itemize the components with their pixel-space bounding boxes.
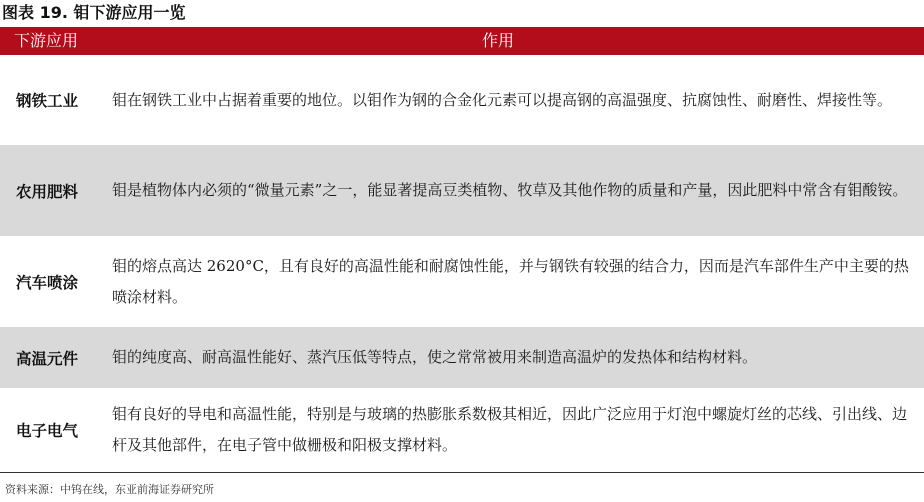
table-header — [0, 27, 924, 55]
table-row — [0, 388, 924, 472]
row-content: 钼在钢铁工业中占据着重要的地位。以钼作为钢的合金化元素可以提高钢的高温强度、抗腐蚀性、耐磨性、焊接性等。 — [112, 90, 893, 109]
source-note: 资料来源：中钨在线，东亚前海证券研究所 — [5, 483, 214, 496]
header-function: 作用 — [481, 31, 514, 50]
table-body — [0, 55, 924, 472]
figure-title: 图表 19. 钼下游应用一览 — [2, 3, 186, 22]
row-content: 钼是植物体内必须的“微量元素”之一，能显著提高豆类植物、牧草及其他作物的质量和产量，因此肥料中常含有钼酸铵。 — [112, 181, 908, 199]
header-downstream-application: 下游应用 — [14, 31, 79, 50]
row-content: 钼的熔点高达 2620°C，且有良好的高温性能和耐腐蚀性能，并与钢铁有较强的结合力，因而是汽车部件生产中主要的热喷涂材料。 — [112, 256, 909, 306]
footer — [0, 472, 924, 502]
row-label: 钢铁工业 — [16, 92, 79, 110]
row-label: 电子电气 — [16, 422, 79, 440]
row-label: 汽车喷涂 — [16, 273, 79, 292]
table-row — [0, 236, 924, 327]
row-content: 钼有良好的导电和高温性能，特别是与玻璃的热膨胀系数极其相近，因此广泛应用于灯泡中螺旋灯丝的芯线、引出线、边杆及其他部件，在电子管中做栅极和阳极支撑材料。 — [112, 405, 908, 454]
row-content: 钼的纯度高、耐高温性能好、蒸汽压低等特点，使之常常被用来制造高温炉的发热体和结构材料。 — [112, 348, 758, 366]
table-row — [0, 327, 924, 388]
table-row — [0, 55, 924, 145]
row-label: 高温元件 — [16, 349, 79, 368]
table-row — [0, 145, 924, 236]
row-label: 农用肥料 — [16, 182, 79, 201]
